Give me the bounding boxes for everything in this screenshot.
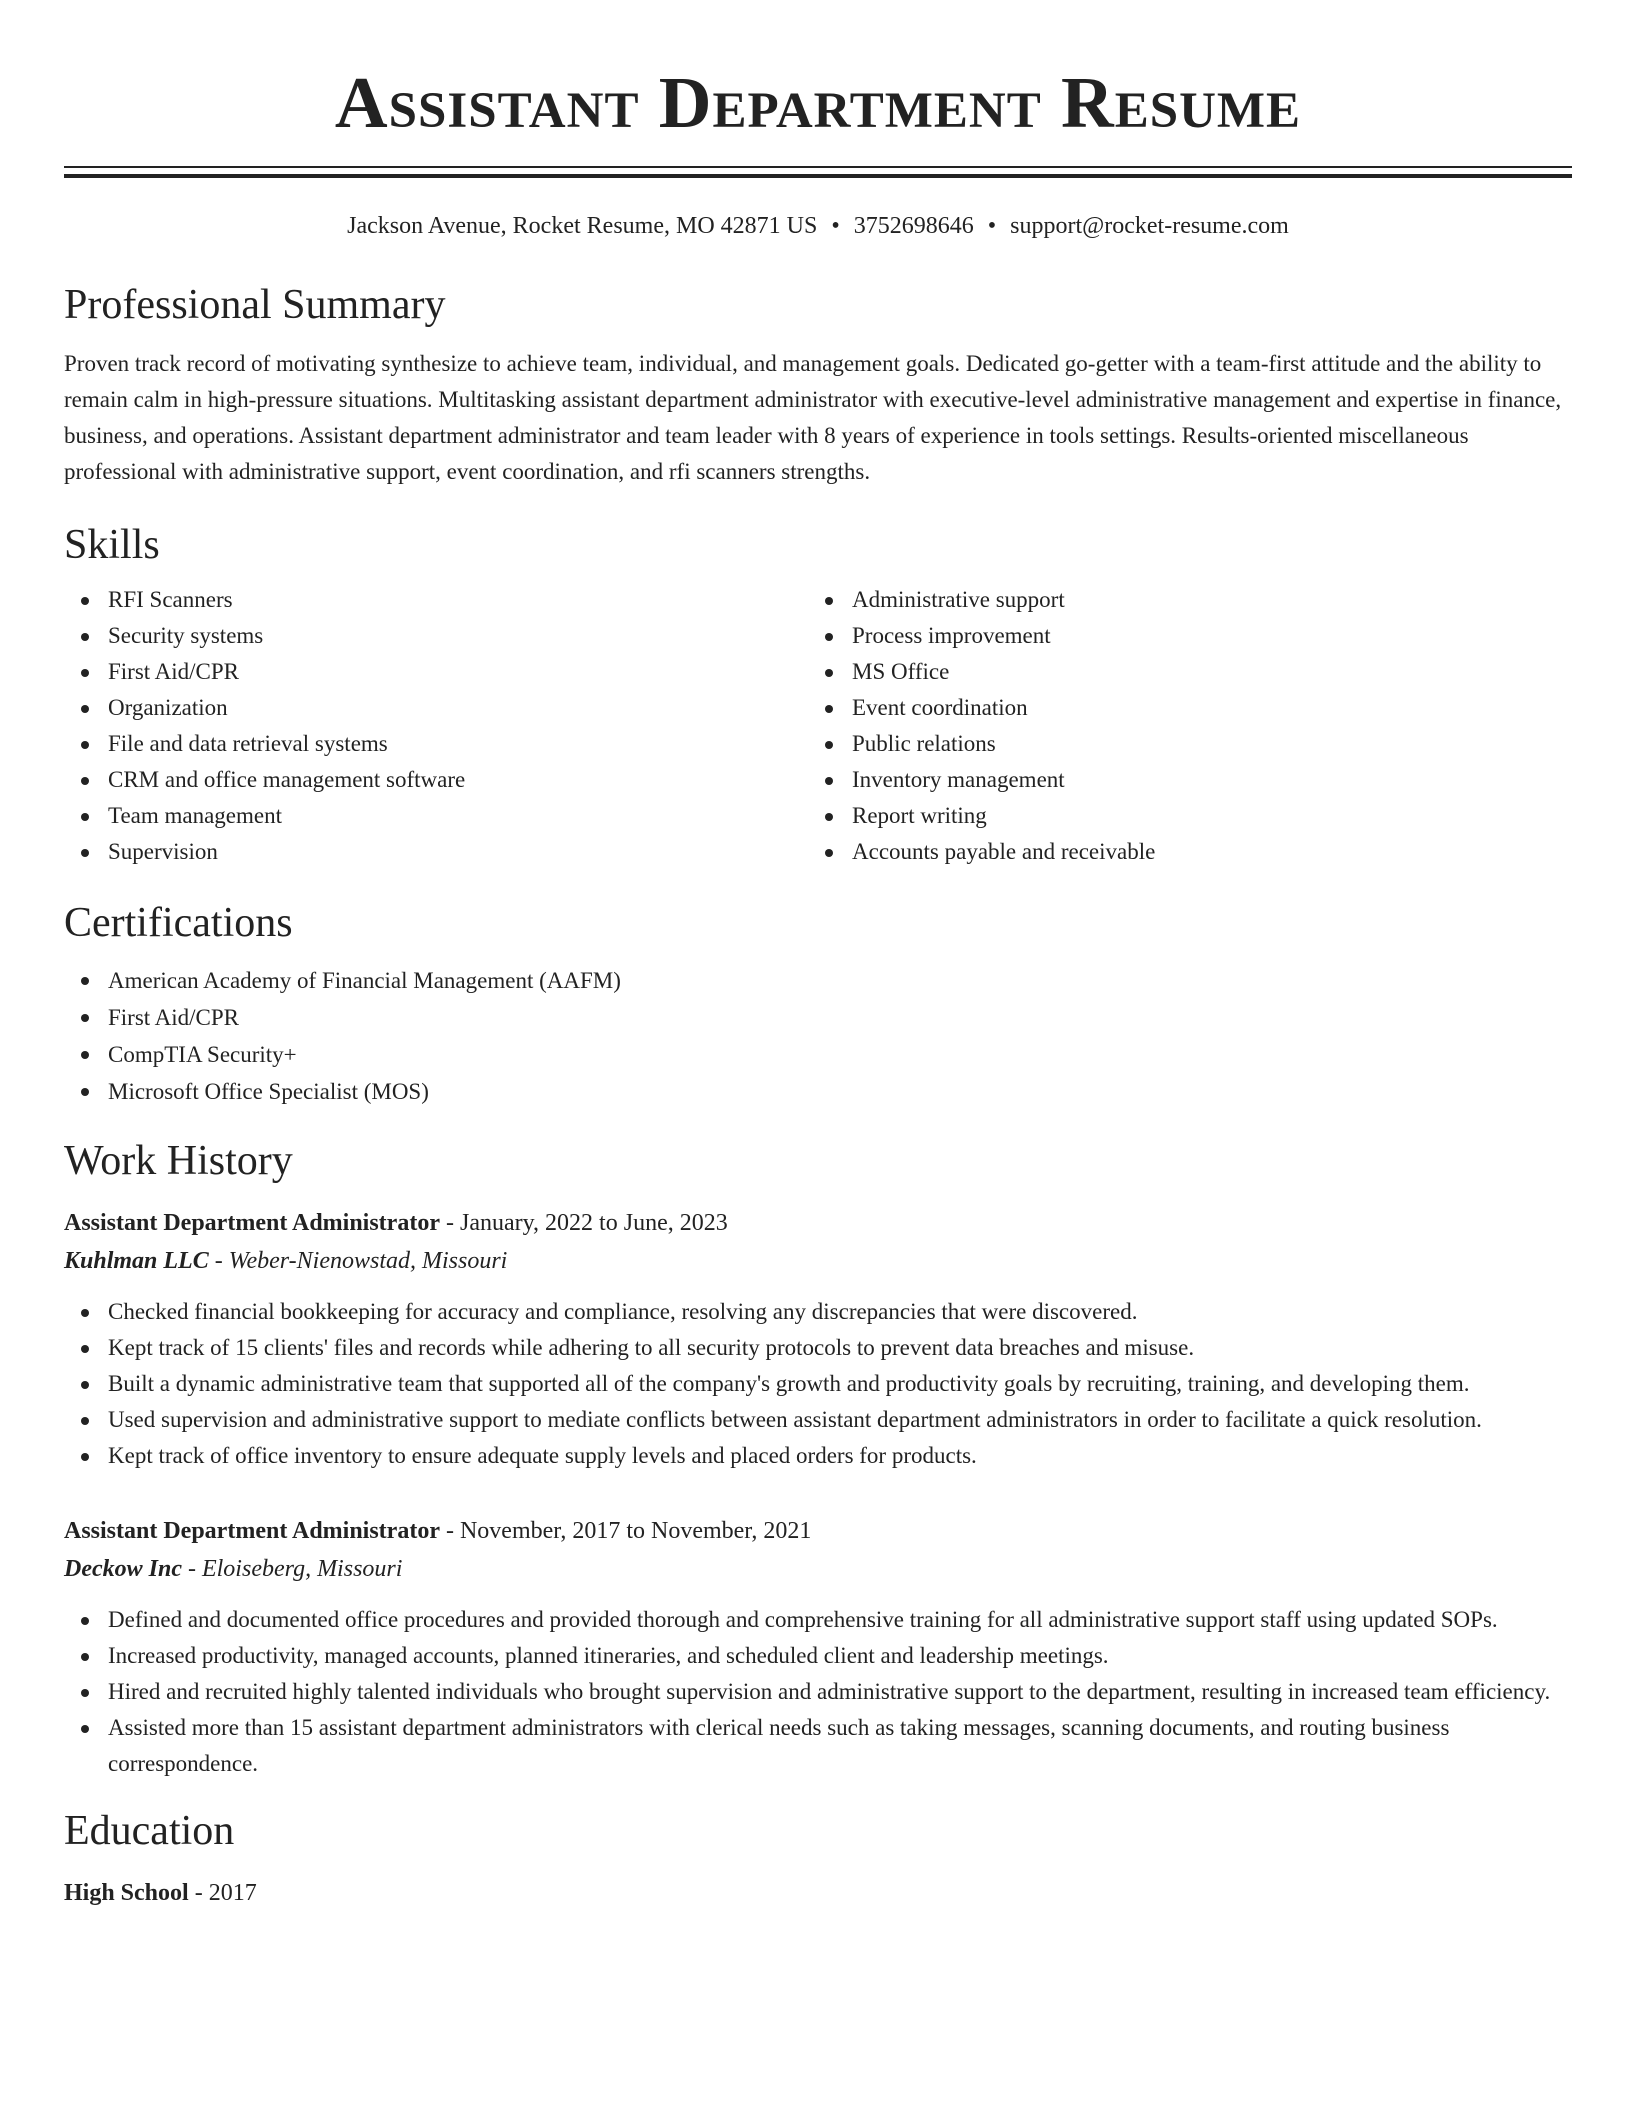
skill-item: Event coordination [808, 690, 1552, 726]
skill-item: CRM and office management software [64, 762, 808, 798]
resume-name: Assistant Department Resume [334, 62, 1302, 143]
contact-separator: • [987, 213, 997, 239]
job-title-line [64, 1204, 1572, 1242]
contact-address: Jackson Avenue, Rocket Resume, MO 42871 US [347, 213, 818, 239]
certification-item: Microsoft Office Specialist (MOS) [64, 1073, 1572, 1110]
job-title: Assistant Department Administrator [64, 1518, 440, 1544]
contact-line [64, 210, 1572, 242]
education-entry [64, 1874, 1572, 1912]
skill-item: RFI Scanners [64, 582, 808, 618]
skill-item: Accounts payable and receivable [808, 834, 1552, 870]
summary-text: Proven track record of motivating synthesize to achieve team, individual, and management goals. Dedicated go-getter with a team-first attitude and the ability to remain calm in high-pressure situations. Multitasking assistant department administrator with executive-level administrative management and expertise in finance, business, and operations. Assistant department administrator and team leader with 8 years of experience in tools settings. Results-oriented miscellaneous professional with administrative support, event coordination, and rfi scanners strengths. [64, 351, 1562, 484]
education-year: - 2017 [194, 1880, 257, 1906]
job-bullet: Kept track of office inventory to ensure adequate supply levels and placed orders for products. [64, 1438, 1572, 1474]
certification-item: American Academy of Financial Management (AAFM) [64, 962, 1572, 999]
skills-left-column [64, 582, 808, 870]
job-bullets [64, 1602, 1572, 1782]
work-history-heading: Work History [64, 1138, 293, 1184]
skill-item: Organization [64, 690, 808, 726]
job-dates: - January, 2022 to June, 2023 [445, 1210, 728, 1236]
job-location: - Eloiseberg, Missouri [187, 1556, 403, 1582]
skills-heading: Skills [64, 522, 160, 568]
job-dates: - November, 2017 to November, 2021 [445, 1518, 812, 1544]
job-bullet: Kept track of 15 clients' files and records while adhering to all security protocols to prevent data breaches and misuse. [64, 1330, 1572, 1366]
skill-item: MS Office [808, 654, 1552, 690]
contact-email: support@rocket-resume.com [1010, 213, 1289, 239]
education-school: High School [64, 1880, 189, 1906]
job-title-line [64, 1512, 1572, 1550]
job-company-line [64, 1550, 1572, 1588]
job-bullet: Hired and recruited highly talented individuals who brought supervision and administrative support to the department, resulting in increased team efficiency. [64, 1674, 1572, 1710]
job-bullet: Assisted more than 15 assistant department administrators with clerical needs such as taking messages, scanning documents, and routing business correspondence. [64, 1710, 1572, 1782]
skill-item: File and data retrieval systems [64, 726, 808, 762]
job-bullet: Checked financial bookkeeping for accuracy and compliance, resolving any discrepancies that were discovered. [64, 1294, 1572, 1330]
skill-item: Report writing [808, 798, 1552, 834]
job-bullet: Built a dynamic administrative team that supported all of the company's growth and productivity goals by recruiting, training, and developing them. [64, 1366, 1572, 1402]
skill-item: Public relations [808, 726, 1552, 762]
skill-item: Security systems [64, 618, 808, 654]
summary-heading: Professional Summary [64, 282, 446, 328]
skills-right-column [808, 582, 1552, 870]
job-bullet: Increased productivity, managed accounts, planned itineraries, and scheduled client and leadership meetings. [64, 1638, 1572, 1674]
skill-item: Team management [64, 798, 808, 834]
skill-item: First Aid/CPR [64, 654, 808, 690]
skill-item: Administrative support [808, 582, 1552, 618]
certifications-list [64, 962, 1572, 1110]
resume-page [64, 0, 1572, 1912]
certifications-heading: Certifications [64, 900, 293, 946]
job-entry [64, 1204, 1572, 1474]
job-location: - Weber-Nienowstad, Missouri [214, 1248, 508, 1274]
skill-item: Supervision [64, 834, 808, 870]
job-company: Deckow Inc [64, 1556, 182, 1582]
job-title: Assistant Department Administrator [64, 1210, 440, 1236]
header-rule-thick [64, 174, 1572, 178]
job-bullet: Used supervision and administrative support to mediate conflicts between assistant department administrators in order to facilitate a quick resolution. [64, 1402, 1572, 1438]
job-entry [64, 1512, 1572, 1782]
contact-phone: 3752698646 [853, 213, 974, 239]
skills-list [64, 582, 1572, 870]
job-bullets [64, 1294, 1572, 1474]
education-heading: Education [64, 1808, 235, 1854]
certification-item: First Aid/CPR [64, 999, 1572, 1036]
contact-separator: • [831, 213, 840, 239]
skill-item: Inventory management [808, 762, 1552, 798]
certification-item: CompTIA Security+ [64, 1036, 1572, 1073]
job-company: Kuhlman LLC [64, 1248, 209, 1274]
job-bullet: Defined and documented office procedures and provided thorough and comprehensive training for all administrative support staff using updated SOPs. [64, 1602, 1572, 1638]
header-rule-thin [64, 166, 1572, 168]
skill-item: Process improvement [808, 618, 1552, 654]
job-company-line [64, 1242, 1572, 1280]
